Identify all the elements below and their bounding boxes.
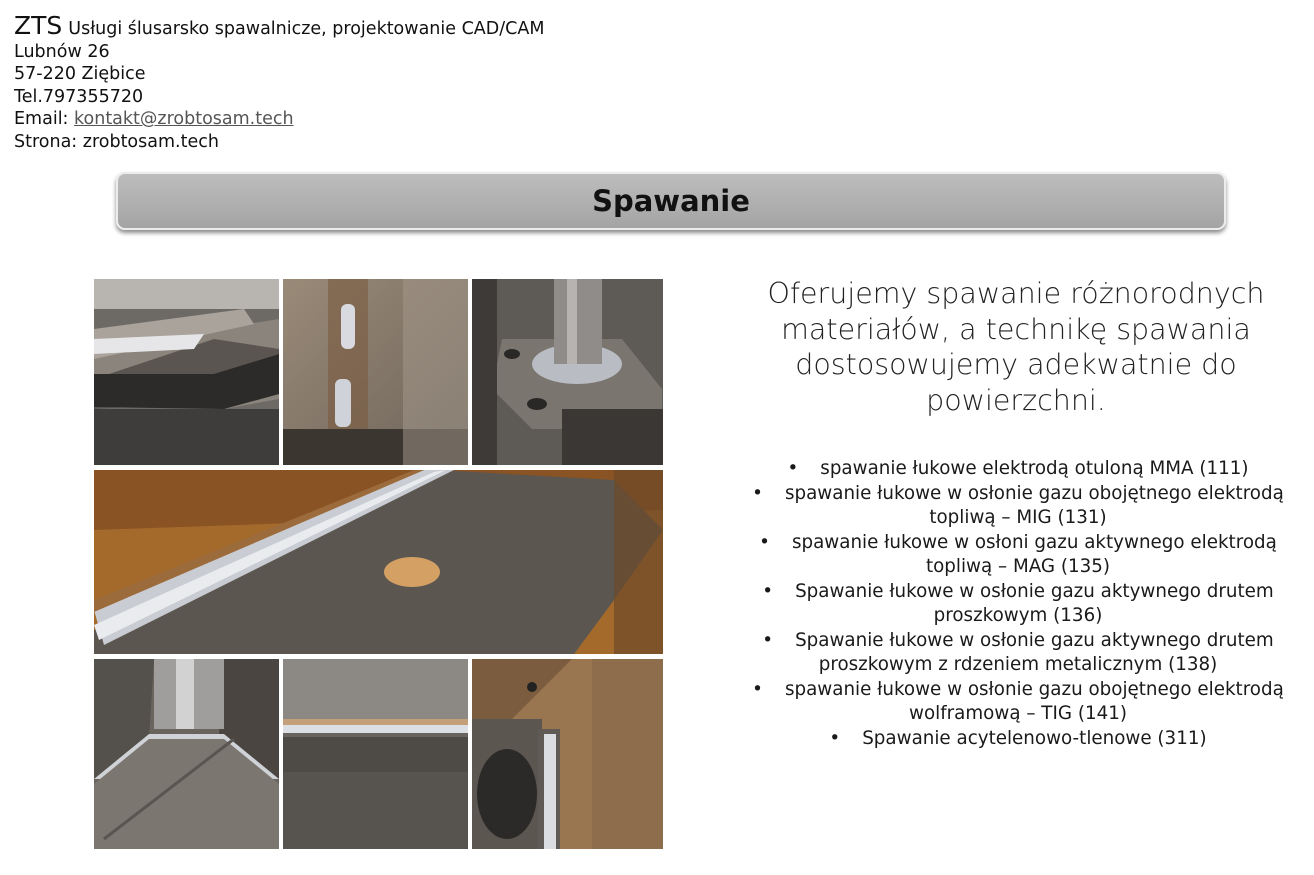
website-line: Strona: zrobtosam.tech bbox=[14, 131, 219, 152]
services-list bbox=[740, 457, 1296, 751]
weld-photo-plate-edge bbox=[94, 279, 279, 465]
list-item: • spawanie łukowe w osłonie gazu obojętnego elektrodą wolframową – TIG (141) bbox=[740, 678, 1296, 727]
address-line-2: 57-220 Ziębice bbox=[14, 64, 146, 85]
weld-photo-vertical-seam bbox=[283, 279, 468, 465]
address-line-1: Lubnów 26 bbox=[14, 41, 110, 62]
company-header bbox=[14, 12, 544, 154]
phone-number: Tel.797355720 bbox=[14, 86, 144, 107]
email-line bbox=[14, 108, 544, 131]
list-item: • Spawanie łukowe w osłonie gazu aktywnego drutem proszkowym z rdzeniem metalicznym (138) bbox=[740, 629, 1296, 678]
weld-photo-frame-joint bbox=[472, 659, 663, 849]
intro-text: Oferujemy spawanie różnorodnych materiałów, a technikę spawania dostosowujemy adekwatnie do powierzchni. bbox=[767, 277, 1265, 417]
email-link[interactable]: kontakt@zrobtosam.tech bbox=[74, 109, 294, 130]
welding-photo-collage bbox=[94, 279, 663, 849]
email-label: Email: bbox=[14, 109, 75, 130]
weld-photo-corner-tube bbox=[94, 659, 279, 849]
company-name: ZTS bbox=[14, 11, 63, 40]
weld-photo-pipe-flange bbox=[472, 279, 663, 465]
page-title: Spawanie bbox=[592, 184, 750, 218]
list-item: • spawanie łukowe elektrodą otuloną MMA (111) bbox=[740, 457, 1296, 482]
title-banner bbox=[116, 172, 1226, 230]
weld-photo-long-seam bbox=[94, 470, 663, 654]
list-item: • Spawanie acytelenowo-tlenowe (311) bbox=[740, 727, 1296, 752]
list-item: • spawanie łukowe w osłoni gazu aktywnego elektrodą topliwą – MAG (135) bbox=[740, 531, 1296, 580]
list-item: • spawanie łukowe w osłonie gazu obojętnego elektrodą topliwą – MIG (131) bbox=[740, 482, 1296, 531]
weld-photo-horizontal-seam bbox=[283, 659, 468, 849]
list-item: • Spawanie łukowe w osłonie gazu aktywnego drutem proszkowym (136) bbox=[740, 580, 1296, 629]
company-name-line bbox=[14, 12, 544, 41]
company-tagline: Usługi ślusarsko spawalnicze, projektowanie CAD/CAM bbox=[68, 19, 545, 39]
